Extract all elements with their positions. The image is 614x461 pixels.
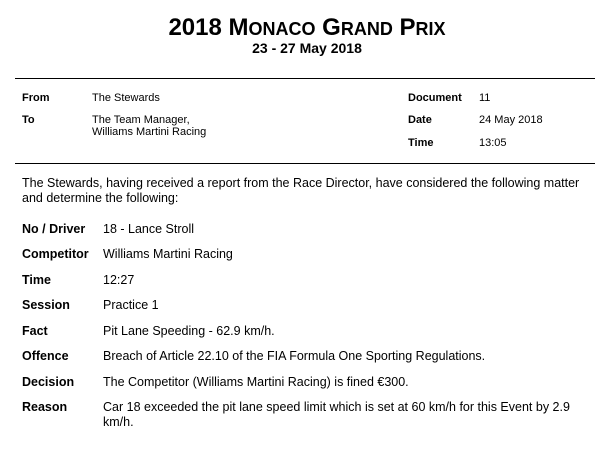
detail-label: Reason (22, 400, 68, 414)
intro-paragraph: The Stewards, having received a report from the Race Director, have considered the following matter and determine the following: (22, 176, 580, 205)
document-label: Document (408, 92, 462, 104)
from-label: From (22, 92, 50, 104)
document-title: 2018 MONACO GRAND PRIX (168, 14, 446, 41)
detail-label: Time (22, 273, 51, 287)
detail-value: 12:27 (103, 273, 135, 287)
date-label: Date (408, 114, 432, 126)
to-label: To (22, 114, 35, 126)
detail-row-time (0, 273, 614, 293)
detail-label: Fact (22, 324, 48, 338)
detail-value: Pit Lane Speeding - 62.9 km/h. (103, 324, 275, 338)
detail-value: Car 18 exceeded the pit lane speed limit which is set at 60 km/h for this Event by 2.9 km/h. (103, 400, 570, 429)
detail-row-reason (0, 400, 614, 432)
from-value: The Stewards (92, 92, 160, 104)
to-value-line1: The Team Manager, (92, 114, 190, 126)
detail-value: Williams Martini Racing (103, 247, 233, 261)
event-dates: 23 - 27 May 2018 (252, 40, 362, 56)
detail-value: Practice 1 (103, 298, 159, 312)
document-value: 11 (479, 92, 491, 104)
time-label: Time (408, 137, 434, 149)
detail-label: Competitor (22, 247, 89, 261)
detail-row-fact (0, 324, 614, 344)
detail-value: Breach of Article 22.10 of the FIA Formula One Sporting Regulations. (103, 349, 486, 363)
top-divider (15, 78, 595, 79)
detail-row-competitor (0, 247, 614, 267)
bottom-divider (15, 163, 595, 164)
detail-label: Decision (22, 375, 75, 389)
detail-row-offence (0, 349, 614, 369)
detail-row-session (0, 298, 614, 318)
detail-row-decision (0, 375, 614, 395)
time-value: 13:05 (479, 137, 507, 149)
to-value-line2: Williams Martini Racing (92, 126, 207, 138)
detail-label: Offence (22, 349, 69, 363)
detail-value: 18 - Lance Stroll (103, 222, 195, 236)
date-value: 24 May 2018 (479, 114, 543, 126)
detail-row-driver (0, 222, 614, 242)
detail-label: Session (22, 298, 70, 312)
detail-value: The Competitor (Williams Martini Racing) is fined €300. (103, 375, 409, 389)
detail-label: No / Driver (22, 222, 86, 236)
